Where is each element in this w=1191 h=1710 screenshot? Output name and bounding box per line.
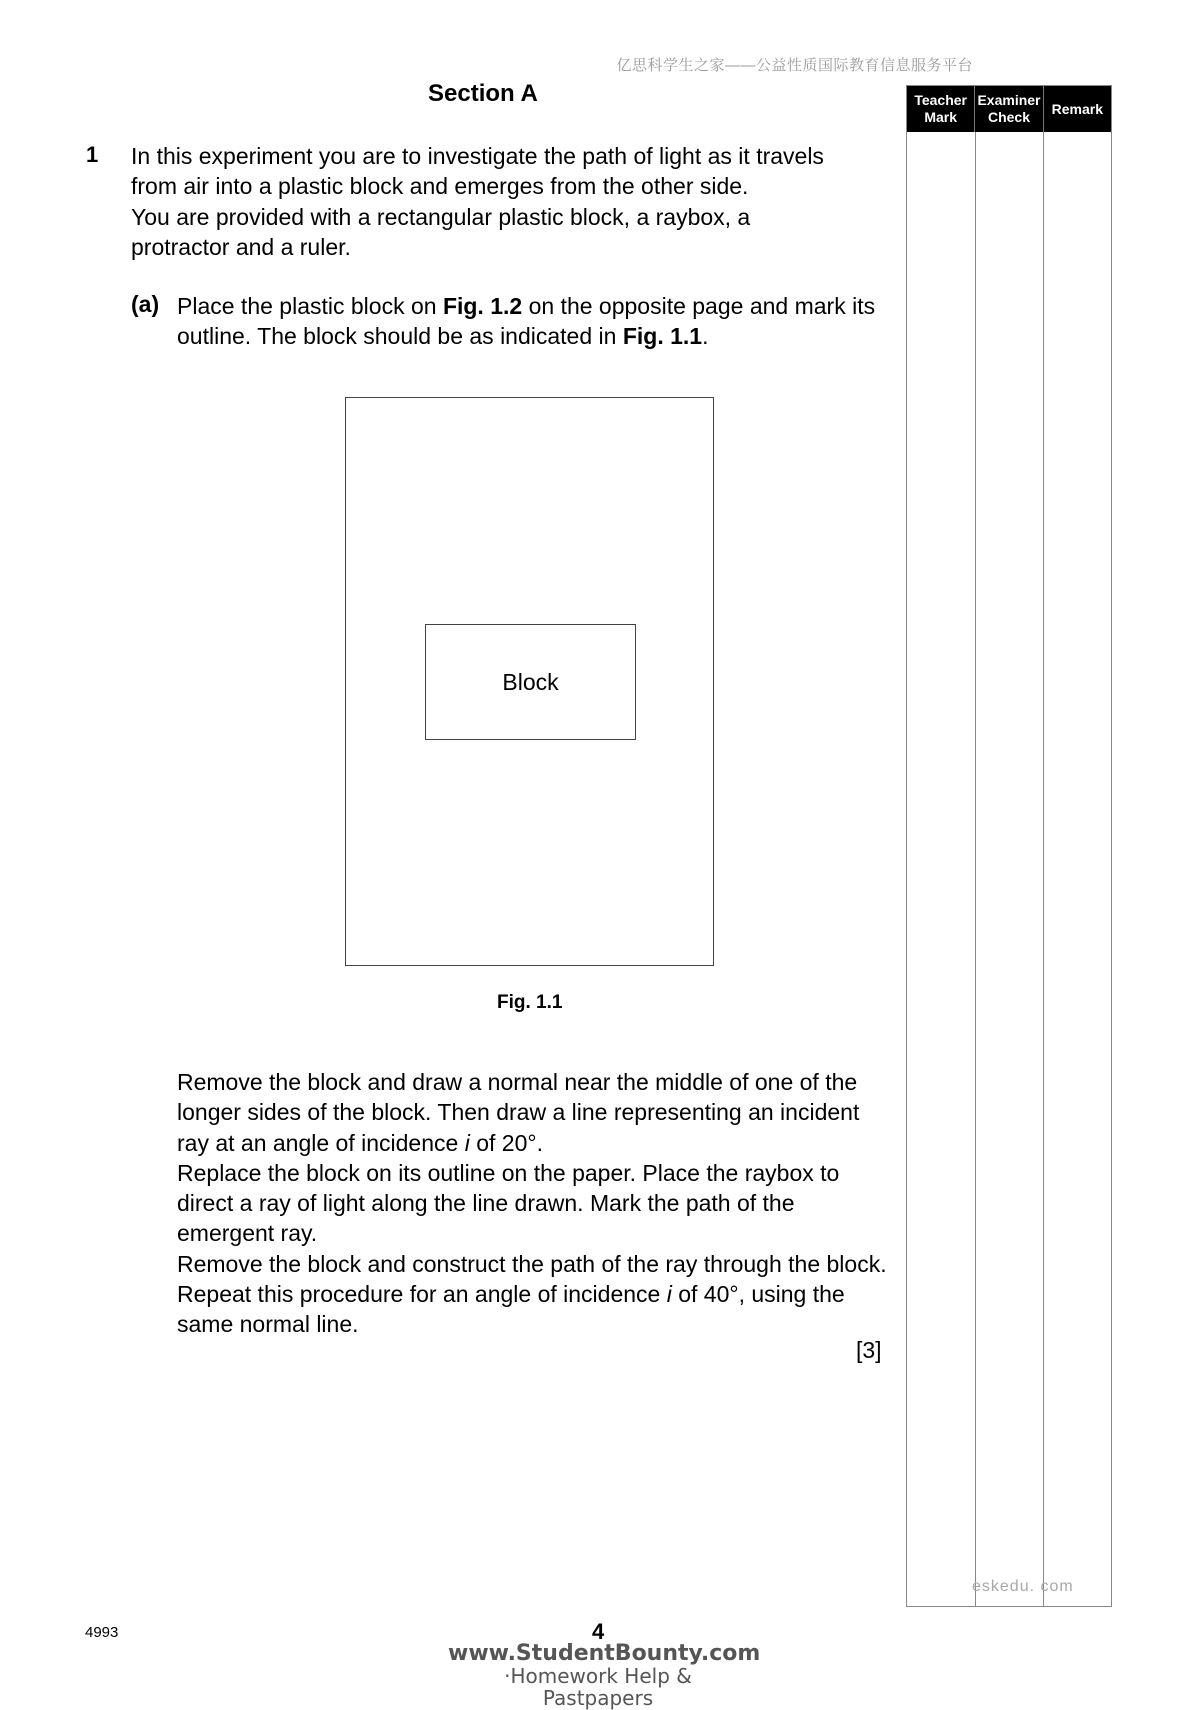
part-a-text-1: Place the plastic block on xyxy=(177,293,443,319)
brand-line-1: www.StudentBounty.com xyxy=(448,1641,761,1666)
part-a-text-2: on the opposite page and mark its outline. The block should be as indicated in xyxy=(177,293,876,350)
instr-4-pre: Repeat this procedure for an angle of incidence xyxy=(177,1281,667,1308)
figure-block xyxy=(425,624,636,740)
mark-table-header xyxy=(907,86,1111,132)
mark-table-divider xyxy=(1043,132,1044,1606)
intro-line-4: protractor and a ruler. xyxy=(131,233,351,260)
var-i-1: i xyxy=(464,1129,470,1156)
section-title: Section A xyxy=(428,80,538,107)
fig-ref-1-1: Fig. 1.1 xyxy=(622,323,703,350)
block-label: Block xyxy=(502,668,559,695)
instructions xyxy=(177,1067,897,1340)
studentbounty-logo xyxy=(448,1641,761,1710)
marks-allocation: [3] xyxy=(856,1337,882,1363)
instr-1-pre: Remove the block and draw a normal near the middle of one of the longer sides of the block. Then draw a line representing an incident ray at an angle of incidence xyxy=(177,1069,860,1156)
col-examiner-check: Examiner Check xyxy=(974,86,1042,132)
col-remark: Remark xyxy=(1043,86,1111,132)
footer-code: 4993 xyxy=(85,1624,119,1641)
instruction-construct: Remove the block and construct the path of the ray through the block. xyxy=(177,1250,887,1277)
watermark-text: eskedu. com xyxy=(972,1578,1074,1595)
var-i-2: i xyxy=(666,1281,672,1308)
intro-line-1: In this experiment you are to investigate the path of light as it travels xyxy=(131,143,824,169)
part-a-label: (a) xyxy=(131,291,160,317)
instr-4-post: of 40°, using the same normal line. xyxy=(177,1281,845,1338)
question-number: 1 xyxy=(86,142,99,167)
figure-caption: Fig. 1.1 xyxy=(497,992,563,1013)
part-a-text-3: . xyxy=(702,323,709,350)
question-intro xyxy=(131,141,901,262)
instruction-raybox: Replace the block on its outline on the paper. Place the raybox to direct a ray of light along the line drawn. Mark the path of the emergent ray. xyxy=(177,1159,840,1247)
part-a-text xyxy=(177,291,897,352)
page-number: 4 xyxy=(592,1619,605,1644)
col-teacher-mark: Teacher Mark xyxy=(914,92,967,125)
mark-table-divider xyxy=(975,132,976,1606)
header-site-note: 亿思科学生之家——公益性质国际教育信息服务平台 xyxy=(616,57,973,74)
margin-mark-table xyxy=(906,85,1112,1607)
instruction-repeat xyxy=(177,1279,897,1340)
brand-line-2: ·Homework Help & Pastpapers xyxy=(504,1664,692,1710)
instr-1-post: of 20°. xyxy=(469,1129,543,1156)
fig-ref-1-2: Fig. 1.2 xyxy=(442,293,523,319)
intro-line-3: You are provided with a rectangular plastic block, a raybox, a xyxy=(131,203,751,230)
intro-line-2: from air into a plastic block and emerges from the other side. xyxy=(131,173,749,200)
instruction-normal xyxy=(177,1067,897,1158)
